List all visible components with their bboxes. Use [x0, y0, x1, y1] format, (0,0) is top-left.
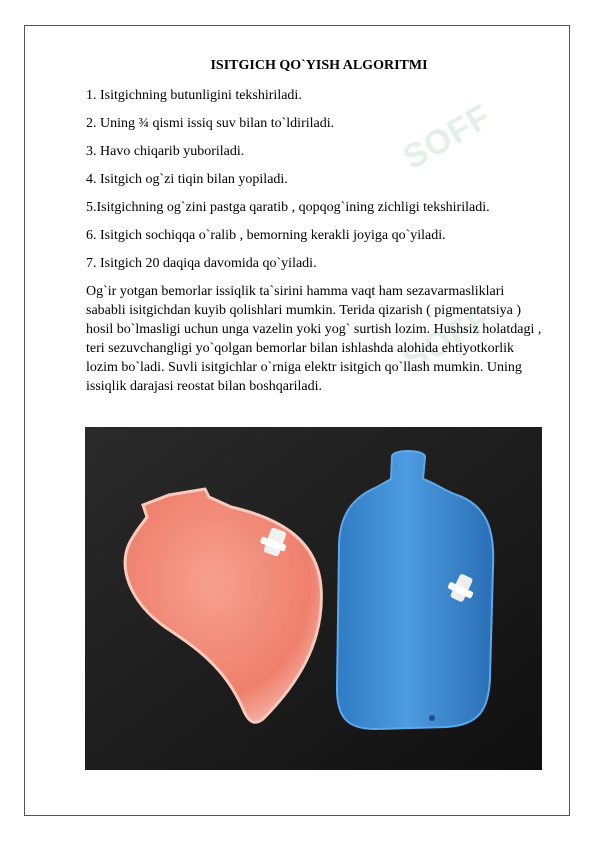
- step-item: 3. Havo chiqarib yuboriladi.: [86, 144, 245, 159]
- watermark: SOFF: [396, 96, 498, 178]
- step-item: 6. Isitgich sochiqqa o`ralib , bemorning kerakli joyiga qo`yiladi.: [86, 228, 446, 243]
- hot-water-bottles-photo: [85, 427, 542, 770]
- watermark: SOFF: [396, 298, 498, 380]
- step-item: 5.Isitgichning og`zini pastga qaratib , qopqog`ining zichligi tekshiriladi.: [86, 200, 490, 215]
- step-item: 4. Isitgich og`zi tiqin bilan yopiladi.: [86, 172, 288, 187]
- steps-list: [86, 86, 490, 282]
- body-paragraph: Og`ir yotgan bemorlar issiqlik ta`sirini hamma vaqt ham sezavarmasliklari sababli isitgichdan kuyib qolishlari mumkin. Terida qizarish ( pigmentatsiya ) hosil bo`lmasligi uchun unga vazelin yoki yog` surtish lozim. Hushsiz holatdagi , teri sezuvchangligi yo`qolgan bemorlar bilan ishlashda alohida ehtiyotkorlik lozim bo`ladi. Suvli isitgichlar o`rniga elektr isitgich qo`llash mumkin. Uning issiqlik darajasi reostat bilan boshqariladi.: [86, 284, 542, 394]
- step-item: 7. Isitgich 20 daqiqa davomida qo`yiladi.: [86, 256, 317, 271]
- step-item: 2. Uning ¾ qismi issiq suv bilan to`ldiriladi.: [86, 116, 335, 131]
- step-item: 1. Isitgichning butunligini tekshiriladi.: [86, 88, 302, 103]
- page-title: ISITGICH QO`YISH ALGORITMI: [210, 58, 428, 73]
